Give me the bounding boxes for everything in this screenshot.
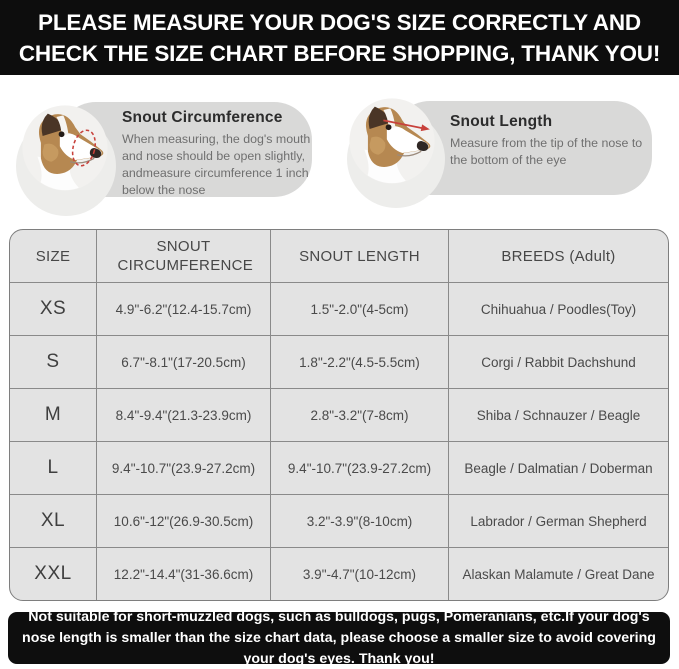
size-chart-table	[9, 229, 669, 601]
table-row-l-length: 9.4"-10.7"(23.9-27.2cm)	[270, 441, 448, 494]
table-row-xxl-size: XXL	[10, 547, 96, 600]
dog-snout-circumference-icon	[22, 105, 108, 191]
table-row-xl-size: XL	[10, 494, 96, 547]
dog-snout-length-icon	[349, 98, 435, 184]
table-row-l-size: L	[10, 441, 96, 494]
snout-circumference-guide	[122, 109, 314, 199]
table-row-m-breeds: Shiba / Schnauzer / Beagle	[448, 388, 668, 441]
table-row-xxl-circumference: 12.2"-14.4"(31-36.6cm)	[96, 547, 270, 600]
header-snout-length: SNOUT LENGTH	[270, 230, 448, 282]
table-row-xl-circumference: 10.6"-12"(26.9-30.5cm)	[96, 494, 270, 547]
table-row-xl-length: 3.2"-3.9"(8-10cm)	[270, 494, 448, 547]
footer-warning-box	[8, 608, 670, 667]
guide-body: When measuring, the dog's mouth and nose should be open slightly, andmeasure circumference 1 inch below the nose	[122, 132, 311, 197]
table-row-s-length: 1.8"-2.2"(4.5-5.5cm)	[270, 335, 448, 388]
table-row-xs-length: 1.5"-2.0"(4-5cm)	[270, 282, 448, 335]
table-row-s-circumference: 6.7"-8.1"(17-20.5cm)	[96, 335, 270, 388]
guide-body: Measure from the tip of the nose to the bottom of the eye	[450, 136, 643, 167]
table-row-xl-breeds: Labrador / German Shepherd	[448, 494, 668, 547]
guide-title: Snout Circumference	[122, 109, 283, 126]
banner-line-1: PLEASE MEASURE YOUR DOG'S SIZE CORRECTLY AND	[38, 9, 641, 35]
table-row-xs-size: XS	[10, 282, 96, 335]
footer-note: Not suitable for short-muzzled dogs, such as bulldogs, pugs, Pomeranians, etc.If your dog's nose length is smaller than the size chart data, please choose a smaller size to avoid covering your dog's eyes. Thank you!	[22, 608, 656, 667]
header-breeds: BREEDS (Adult)	[448, 230, 668, 282]
table-row-l-breeds: Beagle / Dalmatian / Doberman	[448, 441, 668, 494]
table-row-xs-circumference: 4.9"-6.2"(12.4-15.7cm)	[96, 282, 270, 335]
table-row-xxl-breeds: Alaskan Malamute / Great Dane	[448, 547, 668, 600]
snout-length-guide	[450, 113, 648, 169]
table-row-xs-breeds: Chihuahua / Poodles(Toy)	[448, 282, 668, 335]
guide-title: Snout Length	[450, 113, 553, 130]
table-row-m-length: 2.8"-3.2"(7-8cm)	[270, 388, 448, 441]
banner-line-2: CHECK THE SIZE CHART BEFORE SHOPPING, THANK YOU!	[18, 40, 661, 66]
table-row-s-size: S	[10, 335, 96, 388]
table-row-xxl-length: 3.9"-4.7"(10-12cm)	[270, 547, 448, 600]
top-warning-banner	[0, 0, 679, 75]
table-row-l-circumference: 9.4"-10.7"(23.9-27.2cm)	[96, 441, 270, 494]
table-row-m-size: M	[10, 388, 96, 441]
header-size: SIZE	[35, 247, 71, 265]
header-snout-circumference: SNOUT CIRCUMFERENCE	[96, 230, 270, 282]
table-row-m-circumference: 8.4"-9.4"(21.3-23.9cm)	[96, 388, 270, 441]
table-row-s-breeds: Corgi / Rabbit Dachshund	[448, 335, 668, 388]
